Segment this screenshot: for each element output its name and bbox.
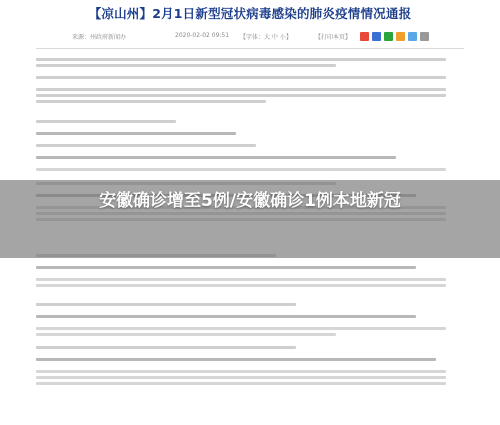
- body-paragraph: [36, 120, 466, 128]
- body-paragraph: [36, 156, 466, 164]
- text-line: [36, 168, 446, 171]
- text-line: [36, 120, 176, 123]
- headline-banner: [0, 180, 500, 258]
- text-line: [36, 144, 256, 147]
- share-wechat-icon[interactable]: [384, 32, 393, 41]
- text-line: [36, 266, 416, 269]
- text-line: [36, 88, 446, 91]
- publish-date: 2020-02-02 09:51: [175, 32, 230, 39]
- share-qq-icon[interactable]: [396, 32, 405, 41]
- text-line: [36, 333, 336, 336]
- header-divider: [36, 48, 464, 49]
- text-line: [36, 327, 446, 330]
- body-paragraph: [36, 327, 466, 335]
- article-header: [0, 0, 500, 32]
- source-label: 来源：州政府新闻办: [72, 34, 127, 41]
- body-paragraph: [36, 168, 466, 176]
- text-line: [36, 58, 446, 61]
- share-qzone-icon[interactable]: [372, 32, 381, 41]
- body-paragraph: [36, 346, 466, 354]
- text-line: [36, 94, 446, 97]
- text-line: [36, 284, 446, 287]
- body-paragraph: [36, 132, 466, 140]
- body-paragraph: [36, 266, 466, 274]
- text-line: [36, 64, 336, 67]
- print-link[interactable]: 【打印本页】: [315, 34, 352, 41]
- body-paragraph: [36, 144, 466, 152]
- body-paragraph: [36, 76, 466, 84]
- text-line: [36, 303, 296, 306]
- text-line: [36, 278, 446, 281]
- text-line: [36, 315, 416, 318]
- text-line: [36, 382, 446, 385]
- text-line: [36, 156, 396, 159]
- body-paragraph: [36, 58, 466, 66]
- share-more-icon[interactable]: [420, 32, 429, 41]
- body-paragraph: [36, 88, 466, 96]
- text-line: [36, 370, 446, 373]
- font-size-switch[interactable]: 【字体：大 中 小】: [240, 34, 292, 41]
- article-meta: [0, 32, 500, 48]
- text-line: [36, 132, 236, 135]
- body-paragraph: [36, 370, 466, 378]
- page-title: 【凉山州】2月1日新型冠状病毒感染的肺炎疫情情况通报: [88, 6, 412, 21]
- body-paragraph: [36, 315, 466, 323]
- share-tencent-icon[interactable]: [408, 32, 417, 41]
- share-weibo-icon[interactable]: [360, 32, 369, 41]
- text-line: [36, 346, 296, 349]
- body-paragraph: [36, 278, 466, 286]
- text-line: [36, 376, 446, 379]
- body-paragraph: [36, 303, 466, 311]
- body-paragraph: [36, 358, 466, 366]
- text-line: [36, 358, 436, 361]
- banner-headline: 安徽确诊增至5例/安徽确诊1例本地新冠: [99, 191, 401, 211]
- text-line: [36, 76, 446, 79]
- text-line: [36, 100, 266, 103]
